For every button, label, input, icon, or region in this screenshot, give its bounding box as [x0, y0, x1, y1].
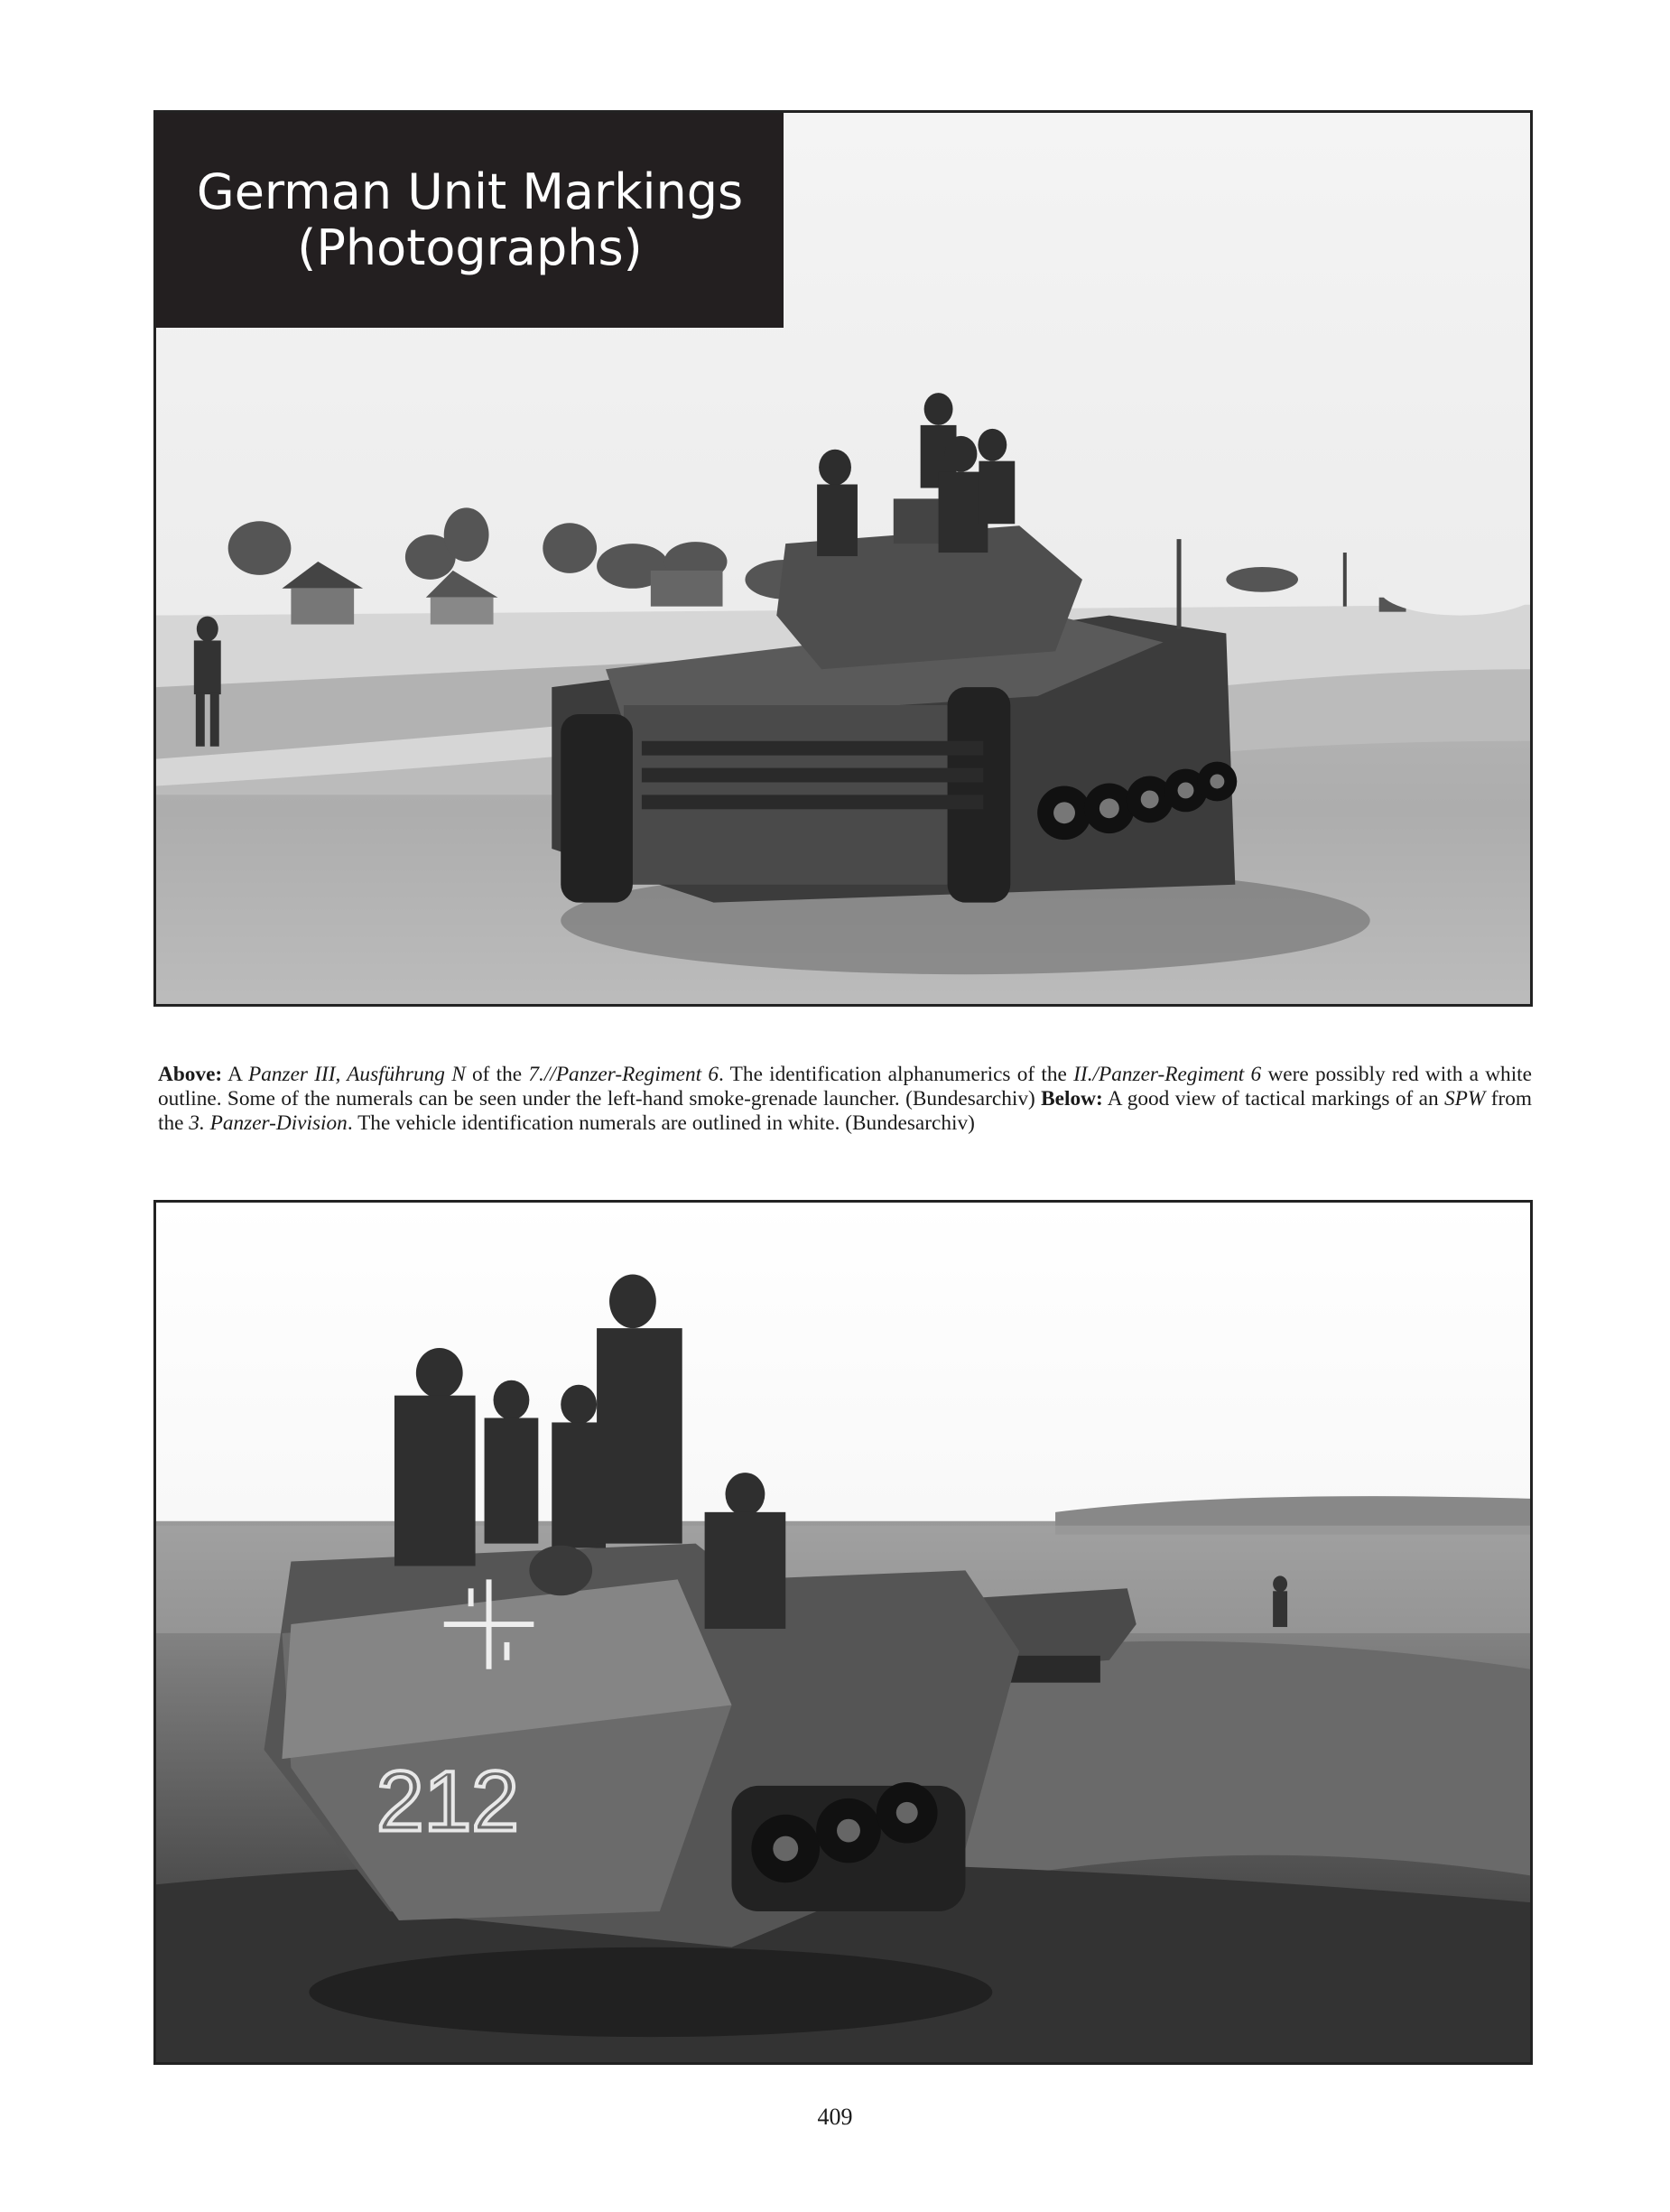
section-title-line2: (Photographs) [297, 219, 643, 276]
caption-text-2: of the [465, 1063, 529, 1086]
caption-text-6: from the [158, 1087, 1532, 1135]
photo-caption [158, 1063, 1532, 1136]
page-number: 409 [817, 2104, 853, 2130]
caption-text-3: . The identification alphanumerics of the [719, 1063, 1074, 1086]
caption-italic-3: II./Panzer-Regiment 6 [1073, 1063, 1262, 1086]
section-title-line1: German Unit Markings [196, 163, 744, 220]
caption-text-1: A [222, 1063, 248, 1086]
caption-text-7: . The vehicle identification numerals are outlined in white. (Bundesarchiv) [347, 1111, 975, 1135]
caption-italic-4: SPW [1444, 1087, 1486, 1111]
caption-below-label: Below: [1041, 1087, 1103, 1111]
caption-text-4: were possibly red with a white outline. Some of the numerals can be seen under the left-hand smoke-grenade launcher. (Bundesarchiv) [158, 1063, 1532, 1111]
section-title-box [156, 113, 784, 328]
caption-above-label: Above: [158, 1063, 223, 1086]
caption-italic-1: Panzer III, Ausführung N [247, 1063, 466, 1086]
caption-italic-5: 3. Panzer-Division [189, 1111, 348, 1135]
photo-panzer-iii [153, 110, 1533, 1007]
photo-halftrack-spw [153, 1200, 1533, 2065]
halftrack-photo-graphic [156, 1203, 1530, 2062]
caption-italic-2: 7.//Panzer-Regiment 6 [528, 1063, 719, 1086]
caption-text-5: A good view of tactical markings of an [1102, 1087, 1445, 1111]
vehicle-number: 212 [376, 1753, 519, 1850]
